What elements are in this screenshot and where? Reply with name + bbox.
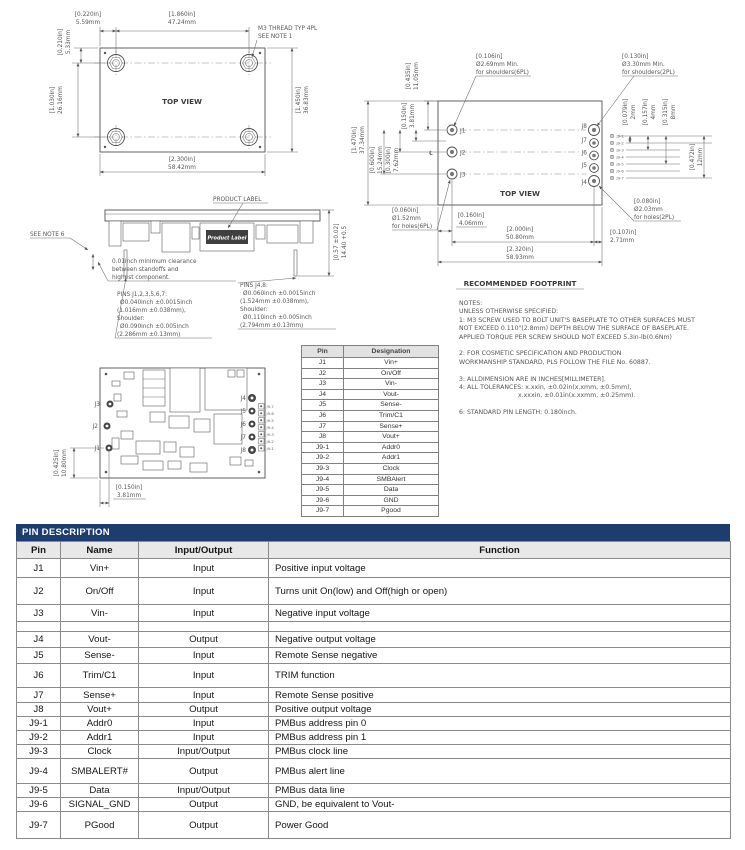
clearance-note-line3: highest component. — [112, 275, 170, 281]
product-label-callout: PRODUCT LABEL — [213, 197, 262, 203]
pin-description-row — [17, 784, 731, 798]
pins-large-note-line1: PINS J4,8: — [240, 283, 268, 289]
pin-description-row — [17, 632, 731, 648]
note-line: 3: ALLDIMENSION ARE IN INCHES[MILLIMETER]. — [459, 375, 606, 383]
name-cell: Sense+ — [61, 688, 139, 703]
pin-cell: J8 — [17, 703, 61, 717]
note-line: APPLIED TORQUE PER SCREW SHOULD NOT EXCEED 5.3in-lb(0.6Nm) — [459, 333, 672, 341]
function-cell: Positive output voltage — [269, 703, 731, 717]
name-cell: Addr0 — [61, 717, 139, 731]
holes-2pl-note-line1: [0.080in] — [634, 199, 661, 205]
note-line: 4: ALL TOLERANCES: x.xxin, ±0.02in(x.xmm, ±0.5mm), — [459, 384, 632, 392]
pin-description-table — [16, 541, 731, 839]
pin-cell: J2 — [302, 368, 344, 379]
footprint-label-j9-2: J9-2 — [616, 140, 624, 146]
bottom-j9-pads — [259, 404, 265, 452]
pin-designation-table — [301, 345, 439, 517]
bottom-label-j9-6: J9-6 — [266, 411, 274, 416]
io-cell: Input — [139, 559, 269, 578]
footprint-pin-j7 — [590, 139, 599, 148]
pins-small-note-line4: Shoulder: — [117, 316, 145, 322]
pins-small-note-line5: Ø0.090inch ±0.005inch — [120, 324, 189, 330]
pin-designation-row — [302, 379, 439, 390]
pin-cell: J9-2 — [17, 731, 61, 745]
name-cell — [61, 622, 139, 632]
dim-0472-in: [0.472in] — [690, 143, 696, 171]
shoulder-6pl-note-line1: [0.106in] — [476, 54, 503, 60]
bottom-label-j9-3: J9-3 — [266, 432, 274, 437]
bottom-label-j9-4: J9-4 — [266, 425, 274, 430]
note-line: WORKMANSHIP STANDARD, PLS FOLLOW THE FILE No. 60887. — [459, 358, 651, 366]
name-cell: SIGNAL_GND — [61, 798, 139, 812]
designation-cell: SMBAlert — [344, 474, 439, 485]
bottom-pad-j8 — [248, 446, 256, 454]
dim-1470-in: [1.470in] — [352, 126, 358, 154]
dim-0425-in: [0.425in] — [54, 449, 60, 477]
bottom-pad-j3 — [107, 401, 114, 408]
dim-0600-in: [0.600in] — [370, 146, 376, 174]
pin-description-row — [17, 759, 731, 784]
holes-2pl-note-line3: for holes(2PL) — [634, 215, 675, 221]
bottom-pad-j2 — [104, 423, 111, 430]
footprint-label-j9-6: J9-6 — [616, 168, 624, 174]
footprint-label-j9-1: J9-1 — [616, 133, 624, 139]
io-cell: Output — [139, 798, 269, 812]
dim-0160-mm: 4.06mm — [458, 221, 484, 227]
io-cell: Input/Output — [139, 745, 269, 759]
pin-designation-row — [302, 442, 439, 453]
dim-0315-in: [0.315in] — [663, 98, 669, 126]
dim-0107-mm: 2.71mm — [610, 238, 635, 244]
footprint-pin-j4 — [589, 176, 600, 187]
pin-cell: J9-1 — [302, 442, 344, 453]
pin-description-header-pin: Pin — [17, 542, 61, 559]
dim-offset-x-mm: 5.59mm — [75, 20, 101, 26]
io-cell: Output — [139, 632, 269, 648]
pins-small-note-line6: (2.286mm ±0.13mm) — [117, 332, 181, 338]
shoulder-2pl-note-line3: for shoulders(2PL) — [622, 70, 675, 76]
designation-cell: Addr1 — [344, 453, 439, 464]
pin-description-row — [17, 731, 731, 745]
pin-description-row — [17, 648, 731, 664]
m3-thread-note-line2: SEE NOTE 1 — [258, 34, 293, 40]
designation-cell: Vin+ — [344, 358, 439, 369]
function-cell: Power Good — [269, 812, 731, 839]
function-cell: Remote Sense positive — [269, 688, 731, 703]
bottom-label-j1: J1 — [94, 446, 100, 452]
pin-cell: J1 — [17, 559, 61, 578]
holes-2pl-note-line2: Ø2.03mm — [634, 207, 663, 213]
holes-6pl-note-line1: [0.060in] — [392, 208, 419, 214]
pin-description-row — [17, 688, 731, 703]
pin-description-row — [17, 664, 731, 688]
pin-designation-row — [302, 389, 439, 400]
pin-description-row — [17, 812, 731, 839]
dim-height-in: [1.450in] — [296, 86, 302, 114]
designation-cell: Sense- — [344, 400, 439, 411]
designation-cell: Clock — [344, 463, 439, 474]
bottom-label-j9-2: J9-2 — [266, 439, 274, 444]
pins-large-note-line4: Shoulder: — [240, 307, 268, 313]
dim-0150-bv-mm: 3.81mm — [116, 493, 142, 499]
designation-cell: Vout- — [344, 389, 439, 400]
designation-cell: Addr0 — [344, 442, 439, 453]
shoulder-6pl-note-line2: Ø2.69mm Min. — [476, 62, 519, 68]
dim-0079-mm: 2mm — [631, 104, 637, 120]
pins-small-note-line1: PINS J1,2,3,5,6,7: — [117, 292, 168, 298]
dim-0300-mm: 7.62mm — [394, 147, 400, 173]
bottom-label-j7: J7 — [240, 435, 246, 441]
dim-0150-in: [0.150in] — [402, 102, 408, 130]
io-cell: Output — [139, 703, 269, 717]
dim-hole-span-y-mm: 26.16mm — [58, 86, 64, 114]
bottom-label-j8: J8 — [240, 448, 246, 454]
function-cell: Turns unit On(low) and Off(high or open) — [269, 578, 731, 605]
pin-description-row — [17, 703, 731, 717]
footprint-label-j8: J8 — [581, 124, 587, 130]
bottom-pad-j7 — [249, 434, 256, 441]
name-cell: SMBALERT# — [61, 759, 139, 784]
bottom-pad-j1 — [106, 445, 113, 452]
bottom-label-j6: J6 — [240, 422, 246, 428]
pin-description-header-name: Name — [61, 542, 139, 559]
io-cell: Input — [139, 605, 269, 622]
pin-cell: J9-6 — [302, 495, 344, 506]
clearance-note-line1: 0.01inch minimum clearance — [112, 259, 197, 265]
pin-designation-header-pin: Pin — [302, 346, 344, 358]
pin-cell: J3 — [17, 605, 61, 622]
footprint-label-j9-5: J9-5 — [616, 161, 624, 167]
name-cell: Addr1 — [61, 731, 139, 745]
footprint-pin-j6 — [590, 151, 599, 160]
note-line: x.xxxin, ±0.01in(x.xxmm, ±0.25mm). — [459, 392, 636, 400]
io-cell: Input — [139, 664, 269, 688]
holes-6pl-note-line3: for holes(6PL) — [392, 224, 433, 230]
pin-cell — [17, 622, 61, 632]
io-cell: Input — [139, 717, 269, 731]
name-cell: Vin- — [61, 605, 139, 622]
note-line: 1: M3 SCREW USED TO BOLT UNIT'S BASEPLATE TO OTHER SURFACES MUST — [459, 316, 695, 324]
dim-0315-mm: 8mm — [671, 104, 677, 120]
pin-designation-row — [302, 506, 439, 517]
pin-description-row — [17, 745, 731, 759]
pins-small-note-line2: Ø0.040inch ±0.0015inch — [120, 300, 193, 306]
io-cell: Output — [139, 759, 269, 784]
pin-cell: J9-4 — [302, 474, 344, 485]
pin-description-header-function: Function — [269, 542, 731, 559]
bottom-label-j5: J5 — [240, 409, 246, 415]
footprint-pin-j8 — [589, 125, 600, 136]
bottom-label-j4: J4 — [240, 396, 246, 402]
note-line — [459, 342, 741, 350]
pin-description-title: PIN DESCRIPTION — [16, 524, 730, 541]
pin-cell: J5 — [302, 400, 344, 411]
dim-2320-in: [2.320in] — [506, 247, 534, 253]
function-cell: Negative output voltage — [269, 632, 731, 648]
pin-designation-row — [302, 432, 439, 443]
product-label-text: Product Label — [207, 235, 247, 242]
bottom-label-j9-1: J9-1 — [266, 446, 274, 451]
dim-0300-in: [0.300in] — [386, 146, 392, 174]
io-cell: Input — [139, 578, 269, 605]
bottom-label-j9-5: J9-5 — [266, 418, 274, 423]
pin-cell: J9-6 — [17, 798, 61, 812]
pin-cell: J5 — [17, 648, 61, 664]
pins-large-note-line5: Ø0.110inch ±0.005inch — [243, 315, 312, 321]
name-cell: Sense- — [61, 648, 139, 664]
side-view-drawing — [30, 197, 348, 338]
name-cell: Clock — [61, 745, 139, 759]
note-line: UNLESS OTHERWISE SPECIFIED: — [459, 308, 559, 316]
dim-offset-y-in: [0.210in] — [58, 28, 64, 56]
dim-total-width-mm: 58.42mm — [168, 165, 196, 171]
pin-cell: J9-3 — [17, 745, 61, 759]
dim-0435-in: [0.435in] — [406, 62, 412, 90]
bottom-view-drawing — [54, 368, 274, 507]
footprint-label-j4: J4 — [581, 180, 587, 186]
pin-cell: J4 — [302, 389, 344, 400]
note-line — [459, 401, 741, 409]
dim-0600-mm: 15.24mm — [378, 146, 384, 174]
pin-designation-row — [302, 368, 439, 379]
bottom-label-j3: J3 — [94, 402, 100, 408]
footprint-label-j9-3: J9-3 — [616, 147, 624, 153]
function-cell — [269, 622, 731, 632]
shoulder-6pl-note-line3: for shoulders(6PL) — [476, 70, 529, 76]
pin-cell: J8 — [302, 432, 344, 443]
top-view-title: TOP VIEW — [162, 97, 202, 106]
dim-0425-mm: 10.80mm — [62, 449, 68, 477]
pins-small-note-line3: (1.016mm ±0.038mm), — [117, 308, 186, 314]
note-line: NOT EXCEED 0.110"(2.8mm) DEPTH BELOW THE SURFACE OF BASEPLATE. — [459, 325, 690, 333]
dim-offset-y-mm: 5.33mm — [66, 29, 72, 55]
footprint-pin-j1 — [447, 125, 457, 135]
pin-designation-body — [302, 358, 439, 517]
function-cell: TRIM function — [269, 664, 731, 688]
footprint-label-j3: J3 — [460, 172, 466, 179]
dim-0107-in: [0.107in] — [610, 230, 637, 236]
right-pin — [294, 250, 297, 276]
pin-description-row — [17, 622, 731, 632]
pins-large-note-line3: (1.524mm ±0.038mm), — [240, 299, 309, 305]
footprint-title: TOP VIEW — [500, 189, 540, 198]
name-cell: PGood — [61, 812, 139, 839]
name-cell: Vout- — [61, 632, 139, 648]
dim-0150-mm: 3.81mm — [410, 103, 416, 129]
pin-cell: J9-5 — [17, 784, 61, 798]
dim-0157-mm: 4mm — [651, 104, 657, 120]
centerline-symbol: ℄ — [429, 151, 433, 157]
designation-cell: Data — [344, 485, 439, 496]
pins-large-note-line2: Ø0.060inch ±0.0015inch — [243, 291, 316, 297]
dim-0160-in: [0.160in] — [457, 213, 485, 219]
pcb-components — [112, 368, 253, 472]
function-cell: Negative input voltage — [269, 605, 731, 622]
pin-description-row — [17, 605, 731, 622]
footprint-label-j9-4: J9-4 — [616, 154, 624, 160]
shoulder-2pl-note-line1: [0.130in] — [622, 54, 649, 60]
function-cell: PMBus clock line — [269, 745, 731, 759]
pin-cell: J9-4 — [17, 759, 61, 784]
pin-designation-row — [302, 495, 439, 506]
dim-2000-in: [2.000in] — [506, 227, 534, 233]
pins-large-note-line6: (2.794mm ±0.13mm) — [240, 323, 304, 329]
io-cell: Input — [139, 688, 269, 703]
dim-hole-span-x-mm: 47.24mm — [168, 20, 196, 26]
pin-designation-header-designation: Designation — [344, 346, 439, 358]
name-cell: Vin+ — [61, 559, 139, 578]
pin-designation-row — [302, 410, 439, 421]
dim-2320-mm: 58.93mm — [506, 255, 534, 261]
footprint-pin-j5 — [590, 164, 599, 173]
dim-0150-bv-in: [0.150in] — [115, 485, 143, 491]
footprint-label-j1: J1 — [460, 128, 466, 135]
dim-2000-mm: 50.80mm — [506, 235, 534, 241]
pin-description-section — [16, 524, 730, 839]
pin-cell: J9-1 — [17, 717, 61, 731]
pin-cell: J7 — [302, 421, 344, 432]
notes-block — [459, 300, 741, 418]
pin-designation-row — [302, 358, 439, 369]
pin-designation-row — [302, 463, 439, 474]
name-cell: Data — [61, 784, 139, 798]
pin-cell: J9-5 — [302, 485, 344, 496]
bottom-pad-j4 — [248, 394, 256, 402]
bottom-label-j9-7: J9-7 — [266, 404, 274, 409]
pin-description-body — [17, 559, 731, 839]
pin-designation-row — [302, 474, 439, 485]
dim-0079-in: [0.079in] — [623, 98, 629, 126]
pin-cell: J2 — [17, 578, 61, 605]
name-cell: Vout+ — [61, 703, 139, 717]
io-cell — [139, 622, 269, 632]
dim-0472-mm: 12mm — [698, 147, 704, 167]
dim-hole-span-y-in: [1.030in] — [50, 86, 56, 114]
pin-cell: J7 — [17, 688, 61, 703]
holes-6pl-note-line2: Ø1.52mm — [392, 216, 421, 222]
dim-057-in: [0.57 ±0.02] — [334, 223, 340, 261]
footprint-label-j9-7: J9-7 — [616, 175, 624, 181]
pin-designation-row — [302, 421, 439, 432]
io-cell: Input — [139, 648, 269, 664]
dim-0435-mm: 11.05mm — [414, 62, 420, 90]
function-cell: Positive input voltage — [269, 559, 731, 578]
note-line: 6: STANDARD PIN LENGTH: 0.180inch. — [459, 409, 577, 417]
top-view-drawing — [50, 12, 318, 176]
footprint-label-j6: J6 — [581, 150, 587, 157]
pin-designation-row — [302, 453, 439, 464]
function-cell: Remote Sense negative — [269, 648, 731, 664]
dim-0157-in: [0.157in] — [643, 98, 649, 126]
pin-designation-header-row — [302, 346, 439, 358]
pin-cell: J9-2 — [302, 453, 344, 464]
function-cell: PMBus alert line — [269, 759, 731, 784]
designation-cell: Vout+ — [344, 432, 439, 443]
pin-description-header-row — [17, 542, 731, 559]
designation-cell: Trim/C1 — [344, 410, 439, 421]
pin-designation-row — [302, 485, 439, 496]
footprint-j9-pins — [610, 134, 613, 179]
pin-cell: J6 — [302, 410, 344, 421]
dim-hole-span-x-in: [1.860in] — [168, 12, 196, 18]
designation-cell: Sense+ — [344, 421, 439, 432]
io-cell: Output — [139, 812, 269, 839]
pin-designation-row — [302, 400, 439, 411]
pin-description-row — [17, 559, 731, 578]
pin-cell: J9-7 — [17, 812, 61, 839]
pin-cell: J3 — [302, 379, 344, 390]
footprint-drawing — [352, 54, 712, 289]
bottom-pad-j6 — [249, 421, 256, 428]
function-cell: PMBus address pin 0 — [269, 717, 731, 731]
dim-057-mm: 14.40 +0.5 — [342, 225, 348, 259]
dim-1470-mm: 37.34mm — [360, 126, 366, 154]
see-note-6: SEE NOTE 6 — [30, 232, 65, 238]
footprint-caption: RECOMMENDED FOOTPRINT — [463, 279, 577, 288]
designation-cell: Pgood — [344, 506, 439, 517]
io-cell: Input/Output — [139, 784, 269, 798]
pin-description-row — [17, 717, 731, 731]
note-line — [459, 367, 741, 375]
function-cell: GND, be equivalent to Vout- — [269, 798, 731, 812]
name-cell: On/Off — [61, 578, 139, 605]
pin-cell: J9-7 — [302, 506, 344, 517]
note-line: 2: FOR COSMETIC SPECIFICATION AND PRODUCTION — [459, 350, 622, 358]
designation-cell: GND — [344, 495, 439, 506]
name-cell: Trim/C1 — [61, 664, 139, 688]
function-cell: PMBus data line — [269, 784, 731, 798]
bottom-label-j2: J2 — [92, 424, 98, 430]
dim-height-mm: 36.83mm — [304, 86, 310, 114]
designation-cell: On/Off — [344, 368, 439, 379]
pin-cell: J4 — [17, 632, 61, 648]
designation-cell: Vin- — [344, 379, 439, 390]
pin-cell: J6 — [17, 664, 61, 688]
pin-cell: J9-3 — [302, 463, 344, 474]
pin-description-row — [17, 578, 731, 605]
pin-cell: J1 — [302, 358, 344, 369]
footprint-pin-j3 — [447, 169, 457, 179]
function-cell: PMBus address pin 1 — [269, 731, 731, 745]
pin-description-header-io: Input/Output — [139, 542, 269, 559]
bottom-pad-j5 — [249, 408, 256, 415]
clearance-note-line2: between standoffs and — [112, 267, 179, 273]
dim-offset-x-in: [0.220in] — [74, 12, 102, 18]
footprint-label-j7: J7 — [581, 138, 587, 144]
note-line: NOTES: — [459, 300, 483, 307]
m3-thread-note-line1: M3 THREAD TYP 4PL — [258, 26, 318, 32]
dim-total-width-in: [2.300in] — [168, 157, 196, 163]
footprint-pin-j2 — [447, 147, 457, 157]
io-cell: Input — [139, 731, 269, 745]
footprint-label-j5: J5 — [581, 163, 587, 169]
shoulder-2pl-note-line2: Ø3.30mm Min. — [622, 62, 665, 68]
pin-description-row — [17, 798, 731, 812]
footprint-label-j2: J2 — [460, 150, 466, 157]
